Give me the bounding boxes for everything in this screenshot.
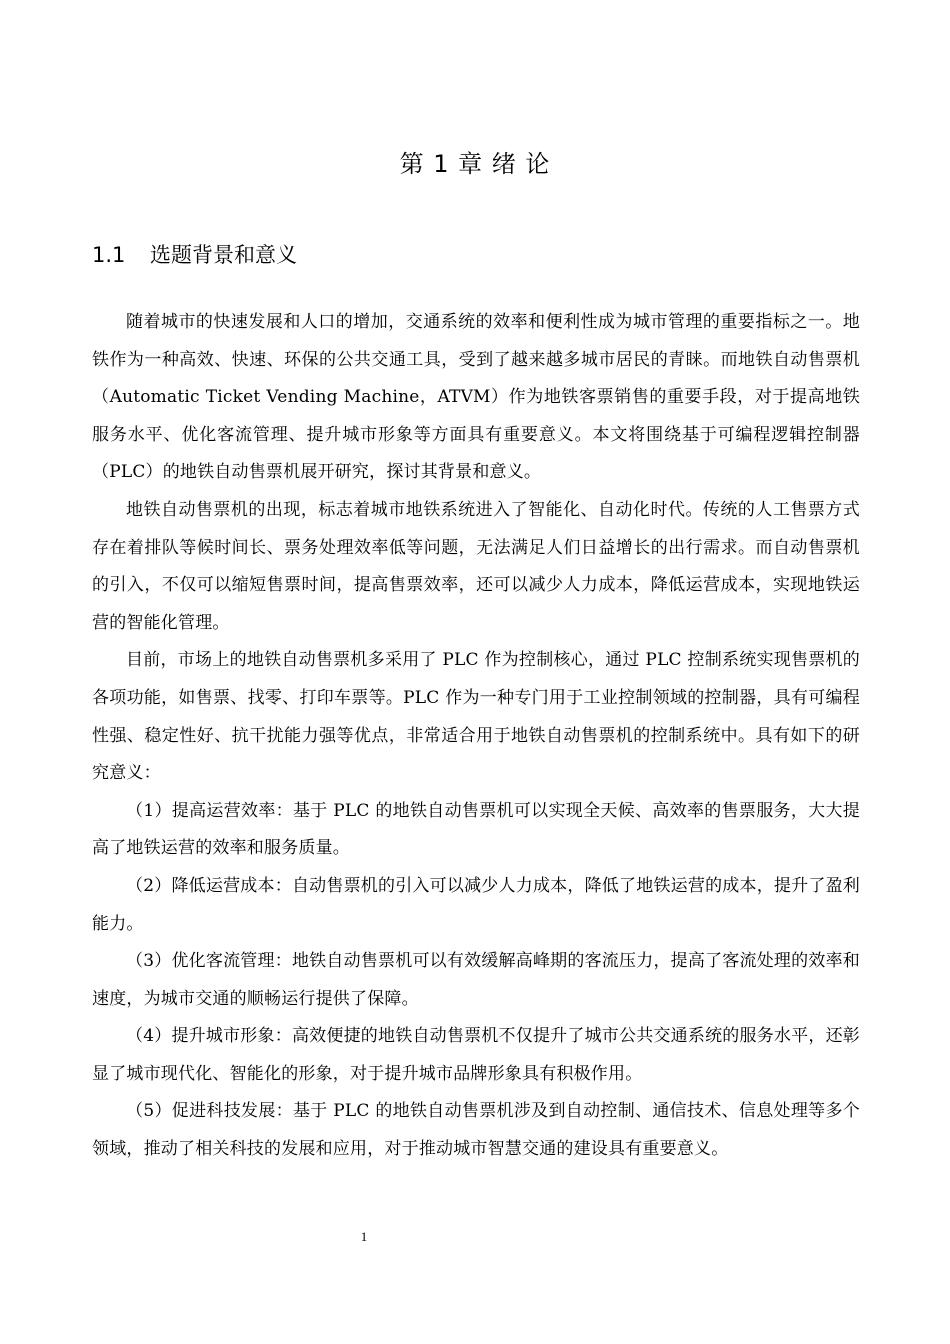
section-title: 选题背景和意义 <box>150 243 297 267</box>
paragraph-emergence: 地铁自动售票机的出现，标志着城市地铁系统进入了智能化、自动化时代。传统的人工售票方式存在着排队等候时间长、票务处理效率低等问题，无法满足人们日益增长的出行需求。而自动售票机的引入，不仅可以缩短售票时间，提高售票效率，还可以减少人力成本，降低运营成本，实现地铁运营的智能化管理。 <box>92 499 860 633</box>
body-text <box>92 304 860 1169</box>
section-number: 1.1 <box>92 243 126 267</box>
paragraph-significance-5: （5）促进科技发展：基于 PLC 的地铁自动售票机涉及到自动控制、通信技术、信息处理等多个领域，推动了相关科技的发展和应用，对于推动城市智慧交通的建设具有重要意义。 <box>92 1101 860 1160</box>
section-heading <box>92 238 872 272</box>
paragraph-significance-4: （4）提升城市形象：高效便捷的地铁自动售票机不仅提升了城市公共交通系统的服务水平，还彰显了城市现代化、智能化的形象，对于提升城市品牌形象具有积极作用。 <box>92 1026 860 1084</box>
paragraph-plc-core: 目前，市场上的地铁自动售票机多采用了 PLC 作为控制核心，通过 PLC 控制系统实现售票机的各项功能，如售票、找零、打印车票等。PLC 作为一种专门用于工业控制领域的控制器，具有可编程性强、稳定性好、抗干扰能力强等优点，非常适合用于地铁自动售票机的控制系统中。具有如下的研究意义： <box>92 650 860 784</box>
paragraph-background: 随着城市的快速发展和人口的增加，交通系统的效率和便利性成为城市管理的重要指标之一。地铁作为一种高效、快速、环保的公共交通工具，受到了越来越多城市居民的青睐。而地铁自动售票机（Automatic Ticket Vending Machine，ATVM）作为地铁客票销售的重要手段，对于提高地铁服务水平、优化客流管理、提升城市形象等方面具有重要意义。本文将围绕基于可编程逻辑控制器（PLC）的地铁自动售票机展开研究，探讨其背景和意义。 <box>92 312 860 483</box>
paragraph-significance-1: （1）提高运营效率：基于 PLC 的地铁自动售票机可以实现全天候、高效率的售票服务，大大提高了地铁运营的效率和服务质量。 <box>92 800 860 859</box>
paragraph-significance-2: （2）降低运营成本：自动售票机的引入可以减少人力成本，降低了地铁运营的成本，提升了盈利能力。 <box>92 875 860 934</box>
chapter-title: 第 1 章 绪 论 <box>399 150 551 178</box>
paragraph-significance-3: （3）优化客流管理：地铁自动售票机可以有效缓解高峰期的客流压力，提高了客流处理的效率和速度，为城市交通的顺畅运行提供了保障。 <box>92 951 860 1009</box>
page-number: 1 <box>360 1229 368 1244</box>
